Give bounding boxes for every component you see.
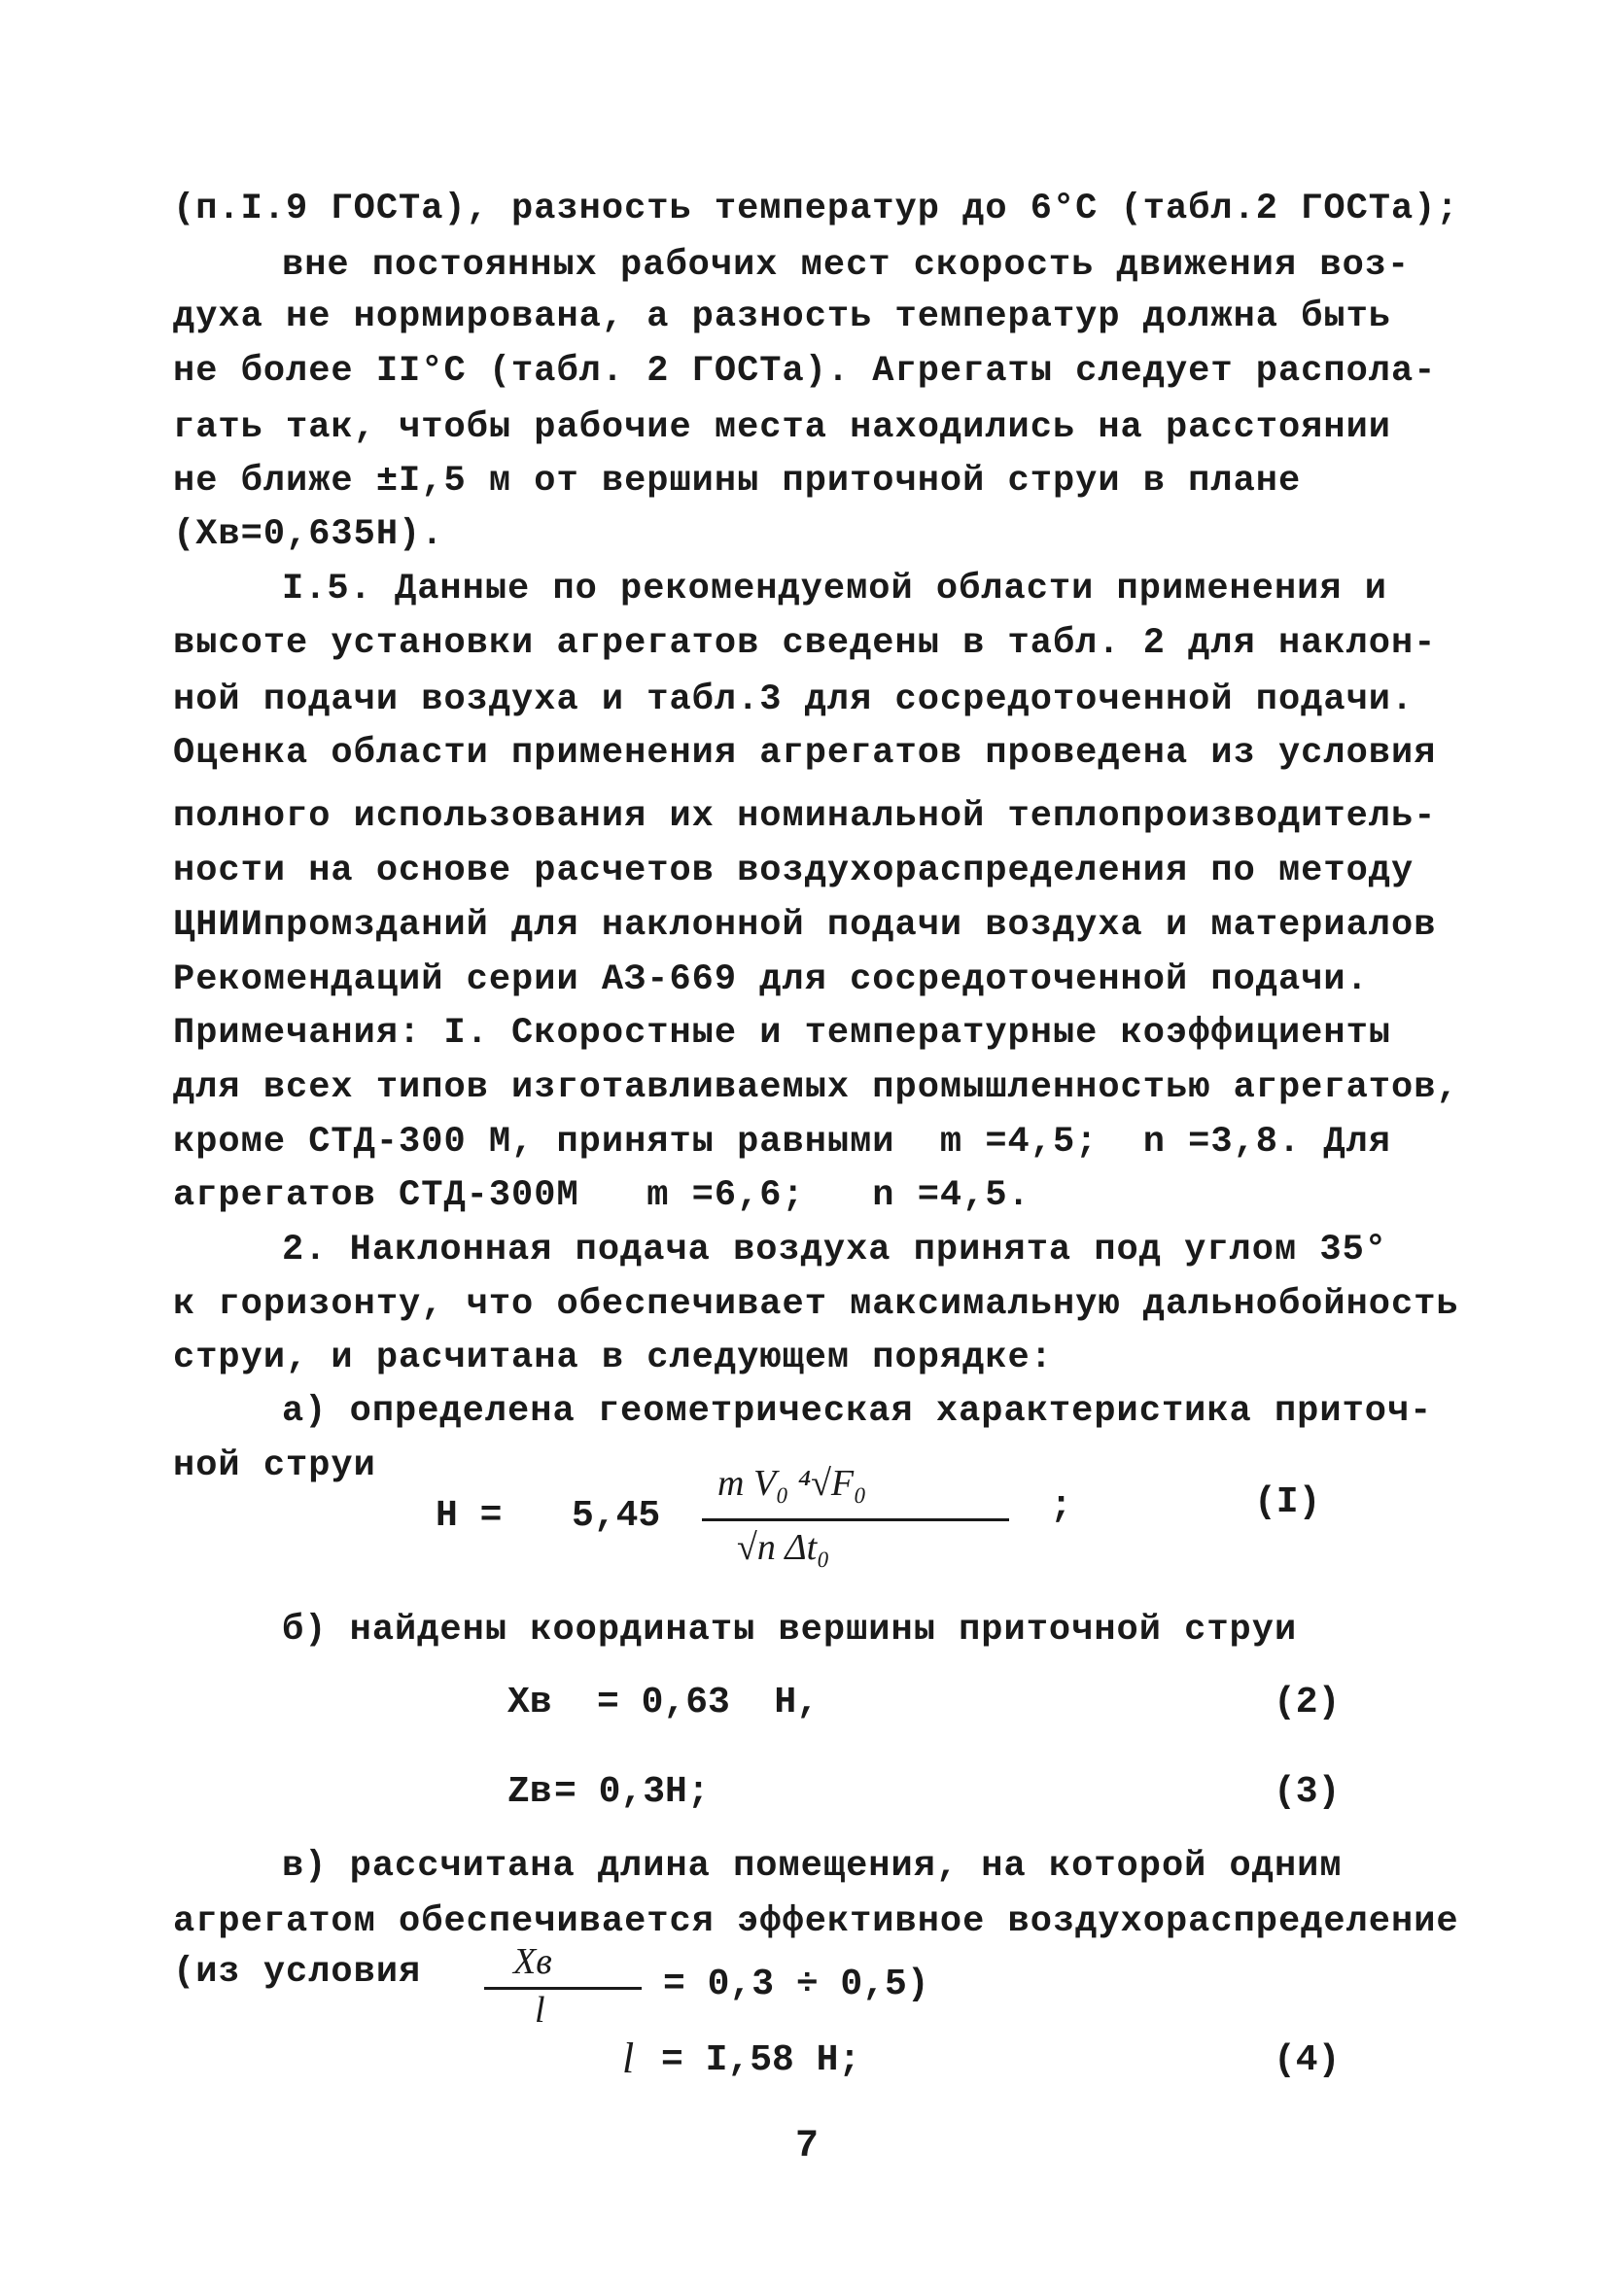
text-line: ЦНИИпромзданий для наклонной подачи воздуха и материалов [173,905,1437,946]
text-line: б) найдены координаты вершины приточной струи [282,1610,1298,1651]
text-line: к горизонту, что обеспечивает максимальную дальнобойность [173,1284,1459,1325]
formula-1-denominator: √n Δt₀ [737,1527,830,1568]
text-line: агрегатов СТД-300М m =6,6; n =4,5. [173,1175,1031,1216]
text-line: гать так, чтобы рабочие места находились на расстоянии [173,407,1391,448]
formula-1-numerator: m V₀ ⁴√F₀ [717,1463,867,1504]
text-line: не ближе ±I,5 м от вершины приточной струи в плане [173,461,1302,502]
text-line: агрегатом обеспечивается эффективное воздухораспределение [173,1901,1459,1942]
text-line: (п.I.9 ГОСТа), разность температур до 6°С (табл.2 ГОСТа); [173,189,1459,229]
formula-4-lhs: l [622,2035,635,2082]
condition-denominator: l [535,1990,545,2031]
formula-3-lhs: Zв [507,1771,552,1813]
formula-2-rhs: = 0,63 Н, [597,1682,820,1723]
text-line: вне постоянных рабочих мест скорость движения воз- [282,245,1411,286]
fraction-bar [484,1987,642,1990]
fraction-bar [702,1518,1009,1521]
text-line: Рекомендаций серии АЗ-669 для сосредоточенной подачи. [173,959,1369,1000]
formula-2-lhs: Хв [507,1682,552,1723]
text-line: для всех типов изготавливаемых промышленностью агрегатов, [173,1067,1459,1108]
text-line: I.5. Данные по рекомендуемой области применения и [282,569,1387,609]
text-line: а) определена геометрическая характеристика приточ- [282,1391,1433,1432]
text-line: ной подачи воздуха и табл.3 для сосредоточенной подачи. [173,679,1415,720]
text-line: высоте установки агрегатов сведены в табл. 2 для наклон- [173,623,1437,664]
text-line: кроме СТД-300 М, приняты равными m =4,5; n =3,8. Для [173,1122,1391,1163]
text-line: (Хв=0,635Н). [173,514,444,555]
text-line: ной струи [173,1445,376,1486]
condition-numerator: Хв [513,1941,552,1982]
formula-4-number: (4) [1274,2039,1341,2081]
text-line: Примечания: I. Скоростные и температурные коэффициенты [173,1013,1391,1054]
text-line: не более II°С (табл. 2 ГОСТа). Агрегаты следует распола- [173,351,1437,392]
formula-1-separator: ; [1050,1485,1072,1527]
text-line: (из условия [173,1952,422,1993]
formula-1-number: (I) [1254,1481,1321,1523]
formula-3-number: (3) [1274,1771,1341,1813]
condition-rhs: = 0,3 ÷ 0,5) [663,1964,929,2005]
text-line: духа не нормирована, а разность температур должна быть [173,296,1391,337]
text-line: Оценка области применения агрегатов проведена из условия [173,733,1437,774]
page-number: 7 [795,2125,820,2169]
formula-1-coefficient: 5,45 [572,1495,661,1537]
formula-3-rhs: = 0,3Н; [554,1771,710,1813]
text-line: полного использования их номинальной теплопроизводитель- [173,796,1437,837]
formula-2-number: (2) [1274,1682,1341,1723]
formula-4-rhs: = I,58 Н; [661,2039,861,2081]
text-line: 2. Наклонная подача воздуха принята под углом 35° [282,1230,1387,1270]
text-line: в) рассчитана длина помещения, на которой одним [282,1846,1343,1887]
text-line: струи, и расчитана в следующем порядке: [173,1338,1053,1378]
text-line: ности на основе расчетов воздухораспределения по методу [173,851,1415,891]
formula-1-lhs: Н = [436,1495,503,1537]
